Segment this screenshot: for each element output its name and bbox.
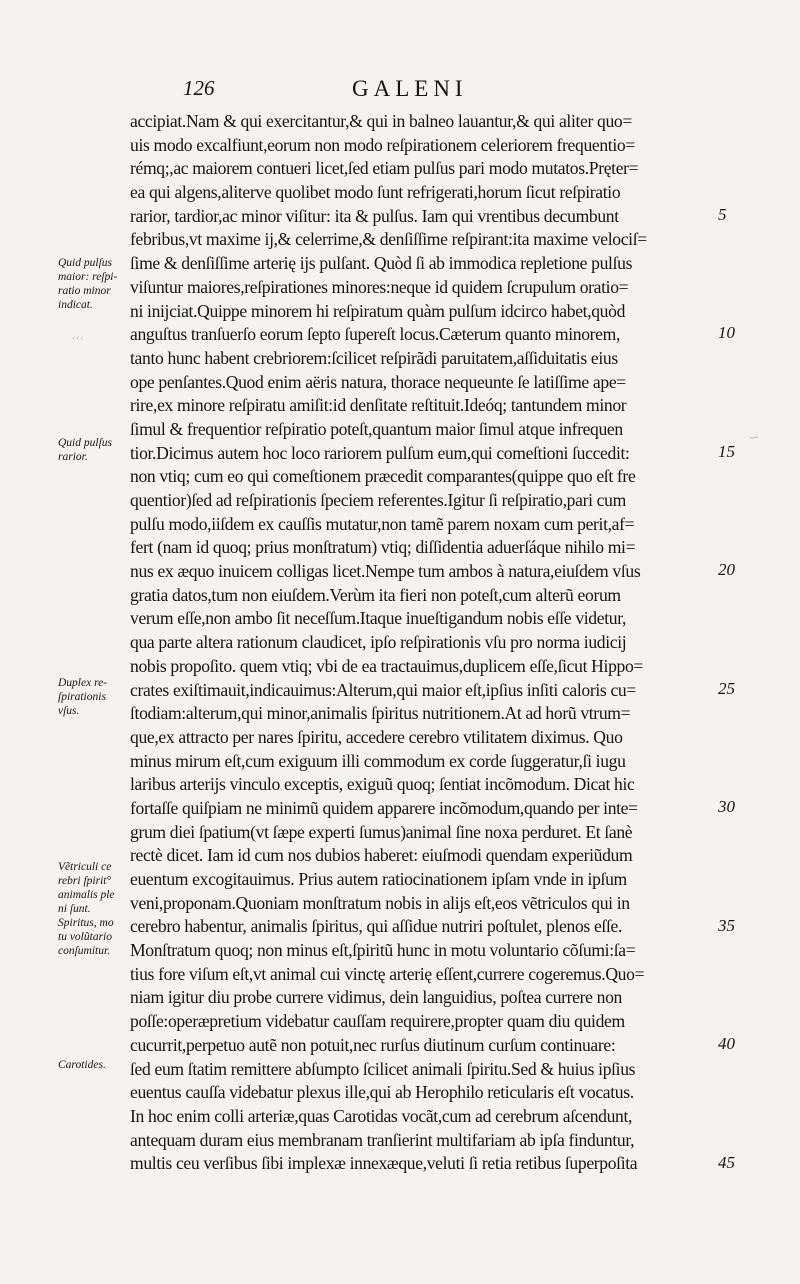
text-line: gratia datos,tum non eiuſdem.Verùm ita fieri non poteſt,cum alterũ eorum [130,584,621,605]
marginal-note-line: Duplex re- [58,677,108,689]
line-number: 40 [718,1034,735,1053]
text-line: veni,proponam.Quoniam monſtratum nobis in alijs eſt,eos vẽtriculos qui in [130,892,630,913]
text-line: tius fore viſum eſt,vt animal cui vinctę arterię eſſent,currere cogeremus.Quo= [130,963,645,984]
marginal-note-line: Quid pulſus [58,257,112,269]
text-line: laribus arterijs vinculo exceptis, exiguũ quoq; ſentiat incõmodum. Dicat hic [130,774,635,795]
text-line: ſime & denſiſſime arterię ijs pulſant. Quòd ſi ab immodica repletione pulſus [130,253,633,274]
text-line: viſuntur maiores,reſpirationes minores:neque id quidem ſcrupulum oratio= [130,276,629,297]
text-line: anguſtus tranſuerſo eorum ſepto ſupereſt locus.Cæterum quanto minorem, [130,324,621,345]
text-line: febribus,vt maxime ij,& celerrime,& denſiſſime reſpirant:ita maxime velociſ= [130,229,647,250]
text-line: ni inijciat.Quippe minorem hi reſpiratum quàm pulſum idcirco habet,quòd [130,300,626,321]
marginal-note-line: Vẽtriculi ce [58,861,112,873]
marginal-note-line: vſus. [58,705,80,717]
text-line: Monſtratum quoq; non minus eſt,ſpiritũ hunc in motu voluntario cõſumi:ſa= [130,940,636,961]
text-line: cerebro habentur, animalis ſpiritus, qui aſſidue nutriri poſtulet, plenos eſſe. [130,916,622,937]
line-number: 10 [718,323,735,342]
marginal-note-line: conſumitur. [58,945,111,957]
marginal-note-pulse-respiration [58,256,130,312]
text-line: uis modo excalfiunt,eorum non modo reſpirationem celeriorem frequentio= [130,134,635,155]
text-line: antequam duram eius membranam tranſierint multifariam ab ipſa finduntur, [130,1129,635,1150]
marginal-note-rarer-pulse [58,436,130,464]
marginal-note-line: rarior. [58,451,88,463]
text-line: quentior)ſed ad reſpirationis ſpeciem referentes.Igitur ſi reſpiratio,pari cum [130,490,626,510]
text-line: crates exiſtimauit,indicauimus:Alterum,qui maior eſt,ipſius inſiti caloris cu= [130,679,636,700]
text-line: ſtodiam:alterum,qui minor,animalis ſpiritus nutritionem.At ad horũ vtrum= [130,703,631,724]
text-line: que,ex attracto per nares ſpiritu, accedere cerebro vtilitatem diximus. Quo [130,726,623,747]
marginal-note-line: animalis ple [58,889,115,901]
text-line: rémq;,ac maiorem contueri licet,ſed etiam pulſus pari modo mutatos.Pręter= [130,158,639,179]
text-line: ſed eum ſtatim remittere abſumpto ſcilicet animali ſpiritu.Sed & huius ipſius [130,1058,636,1079]
text-line: niam igitur diu probe currere vidimus, dein languidius, poſtea currere non [130,987,622,1008]
show-through-mark-left: ‹‹‹ [72,330,84,344]
text-line: pulſu modo,iiſdem ex cauſſis mutatur,non tamẽ parem noxam cum perit,af= [130,513,635,534]
text-line: nus ex æquo inuicem colligas licet.Nempe tum ambos à natura,eiuſdem vſus [130,561,641,582]
marginal-note-line: ni ſunt. [58,903,91,915]
marginal-note-line: ſpirationis [58,691,106,703]
running-head: GALENI [352,76,468,101]
text-line: cucurrit,perpetuo autẽ non potuit,nec rurſus diutinum curſum continuare: [130,1034,616,1055]
text-line: euentus cauſſa videbatur plexus ille,qui ab Herophilo reticularis eſt vocatus. [130,1082,634,1103]
main-text-block [130,110,718,1176]
text-line: fert (nam id quoq; prius monſtratum) vtiq; diſſidentia aduerſáque nihilo mi= [130,537,636,558]
marginal-note-line: rebri ſpirit° [58,875,112,887]
line-number: 25 [718,679,735,698]
marginal-note-line: Spiritus, mo [58,917,114,929]
text-line: ea qui algens,aliterve quolibet modo ſunt refrigerati,horum ſicut reſpiratio [130,182,621,203]
text-line: verum eſſe,non ambo ſit neceſſum.Itaque inueſtigandum nobis eſſe videtur, [130,608,627,629]
text-line: tior.Dicimus autem hoc loco rariorem pulſum eum,qui comeſtioni ſuccedit: [130,442,630,463]
text-line: multis ceu verſibus ſibi implexæ innexæque,veluti ſi retia retibus ſuperpoſita [130,1153,638,1174]
text-line: rire,ex minore reſpiratu amiſit:id denſitate reſtituit.Ideóq; tantundem minor [130,395,627,416]
text-line: rarior, tardior,ac minor viſitur: ita & pulſus. Iam qui vrentibus decumbunt [130,205,619,226]
line-number: 30 [718,797,735,816]
line-number: 35 [718,916,735,935]
page-number: 126 [183,76,215,100]
line-number: 20 [718,560,735,579]
text-line: accipiat.Nam & qui exercitantur,& qui in balneo lauantur,& qui aliter quo= [130,111,632,131]
marginal-note-carotids [58,1058,130,1072]
text-line: fortaſſe quiſpiam ne minimũ quidem apparere incõmodum,quando per inte= [130,797,638,818]
text-line: minus mirum eſt,cum exiguum illi commodum ex corde ſuggeratur,ſi iugu [130,750,626,771]
text-line: ope penſantes.Quod enim aëris natura, thorace nequeunte ſe latiſſime ape= [130,371,626,392]
marginal-note-line: indicat. [58,299,93,311]
marginal-note-ventricles [58,860,130,958]
text-line: nobis propoſito. quem vtiq; vbi de ea tractauimus,duplicem eſſe,ſicut Hippo= [130,655,643,676]
text-line: poſſe:operæpretium videbatur cauſſam requirere,propter quam diu quidem [130,1011,625,1032]
text-line: euentum excogitauimus. Prius autem ratiocinationem ipſam vnde in ipſum [130,869,627,889]
marginal-note-line: tu volũtario [58,931,112,943]
text-line: In hoc enim colli arteriæ,quas Carotidas vocãt,cum ad cerebrum aſcendunt, [130,1105,633,1126]
text-line: tanto hunc habent crebriorem:ſcilicet reſpirãdi paruitatem,aſſiduitatis eius [130,347,618,368]
text-line: qua parte altera rationum claudicet, ipſo reſpirationis vſu pro norma iudicij [130,632,627,653]
text-line: grum diei ſpatium(vt ſæpe experti ſumus)animal ſine noxa perduret. Et ſanè [130,821,633,842]
marginal-note-line: Quid pulſus [58,437,112,449]
line-number: 5 [718,205,727,224]
line-number: 15 [718,442,735,461]
marginal-note-respiration-use [58,676,130,718]
text-line: non vtiq; cum eo qui comeſtionem præcedit comparantes(quippe quo eſt fre [130,466,636,487]
marginal-note-line: ratio minor [58,285,111,297]
marginal-note-line: maior: reſpi- [58,271,118,283]
show-through-mark-right: ∽ [748,431,760,446]
line-number: 45 [718,1153,735,1172]
marginal-note-line: Carotides. [58,1059,106,1071]
text-line: ſimul & frequentior reſpiratio poteſt,quantum maior ſimul atque infrequen [130,418,623,439]
text-line: rectè dicet. Iam id cum nos dubios haberet: eiuſmodi quendam experiũdum [130,845,633,866]
